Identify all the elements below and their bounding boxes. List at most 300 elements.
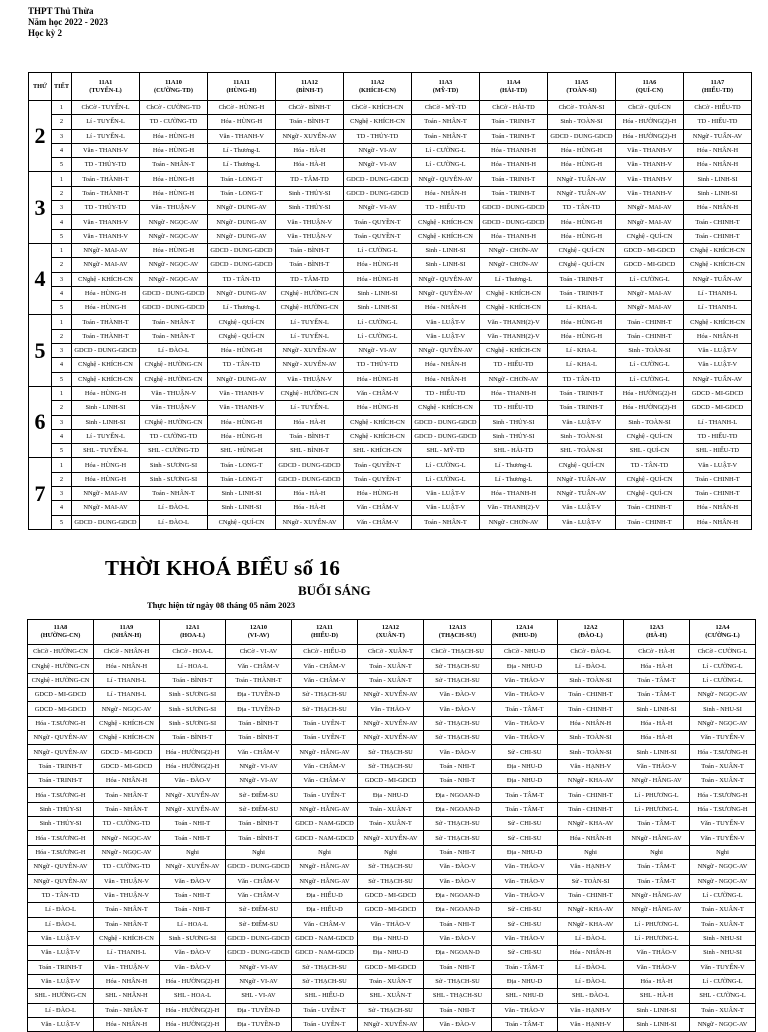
lesson-cell: CNghệ - KHÍCH-CN	[94, 716, 160, 730]
period-cell: 1	[52, 386, 72, 400]
class-name: 12A2	[583, 624, 598, 631]
lesson-cell: Toán - TÂM-T	[624, 860, 690, 874]
lesson-cell: CNghệ - KHÍCH-CN	[480, 344, 548, 358]
class-name: 12A12	[381, 624, 400, 631]
lesson-cell: ChCờ - QUÍ-CN	[616, 101, 684, 115]
lesson-cell: Văn - TUYẾN-V	[690, 960, 756, 974]
lesson-cell: SHL - TUYẾN-L	[72, 444, 140, 458]
lesson-cell: Toán - TÂM-T	[492, 788, 558, 802]
lesson-cell: Văn - THẢO-V	[492, 931, 558, 945]
lesson-cell: ChCờ - HIẾU-TD	[684, 101, 752, 115]
lesson-cell: Văn - CHÂM-V	[344, 386, 412, 400]
lesson-cell: Toán - UYÊN-T	[292, 731, 358, 745]
lesson-cell: Toán - NHI-T	[160, 817, 226, 831]
lesson-cell: GDCD - DUNG-GDCD	[276, 458, 344, 472]
lesson-cell: Lí - THANH-L	[94, 673, 160, 687]
period-cell: 5	[52, 158, 72, 172]
lesson-cell: Lí - CƯỜNG-L	[616, 272, 684, 286]
lesson-cell: Toán - TRINH-T	[28, 960, 94, 974]
lesson-cell: Toán - QUYỀN-T	[344, 458, 412, 472]
lesson-cell: Toán - CHINH-T	[616, 515, 684, 529]
table-row	[29, 415, 752, 429]
lesson-cell: GDCD - DUNG-GDCD	[72, 344, 140, 358]
lesson-cell: Sinh - TOÀN-SI	[558, 731, 624, 745]
lesson-cell: GDCD - DUNG-GDCD	[226, 946, 292, 960]
lesson-cell: NNgữ - MAI-AV	[616, 301, 684, 315]
lesson-cell: SHL - MỸ-TD	[412, 444, 480, 458]
period-cell: 1	[52, 243, 72, 257]
lesson-cell: Hóa - HƯỜNG(2)-H	[616, 115, 684, 129]
lesson-cell: Văn - LUẬT-V	[28, 946, 94, 960]
homeroom-teacher: (HẢI-TD)	[500, 86, 527, 94]
lesson-cell: NNgữ - XUYẾN-AV	[358, 731, 424, 745]
lesson-cell: Sinh - THỦY-SI	[28, 802, 94, 816]
lesson-cell: NNgữ - MAI-AV	[72, 501, 140, 515]
lesson-cell: TD - THỦY-TD	[72, 201, 140, 215]
lesson-cell: NNgữ - XUYẾN-AV	[160, 860, 226, 874]
lesson-cell: Toán - NHÂN-T	[412, 129, 480, 143]
lesson-cell: NNgữ - XUYẾN-AV	[276, 129, 344, 143]
lesson-cell: Lí - Thương-L	[208, 143, 276, 157]
lesson-cell: Sinh - NHU-SI	[690, 931, 756, 945]
lesson-cell: Toán - TRINH-T	[28, 774, 94, 788]
lesson-cell: Toán - TÂM-T	[492, 702, 558, 716]
lesson-cell: GDCD - DUNG-GDCD	[480, 215, 548, 229]
lesson-cell: NNgữ - QUYÊN-AV	[412, 286, 480, 300]
lesson-cell: Toán - CHINH-T	[684, 487, 752, 501]
lesson-cell: NNgữ - TUẤN-AV	[684, 372, 752, 386]
lesson-cell: TD - TÂN-TD	[28, 888, 94, 902]
class-header	[616, 73, 684, 101]
lesson-cell: GDCD - DUNG-GDCD	[548, 129, 616, 143]
period-cell: 2	[52, 186, 72, 200]
lesson-cell: TD - CƯỜNG-TD	[140, 429, 208, 443]
lesson-cell: Văn - THANH-V	[72, 215, 140, 229]
lesson-cell: NNgữ - VI-AV	[344, 344, 412, 358]
lesson-cell: NNgữ - HẰNG-AV	[624, 903, 690, 917]
lesson-cell: Lí - Thương-L	[480, 272, 548, 286]
lesson-cell: Hóa - HÙNG-H	[140, 143, 208, 157]
lesson-cell: Hóa - T.SƯƠNG-H	[28, 788, 94, 802]
lesson-cell: ChCờ - THẠCH-SU	[424, 645, 492, 659]
lesson-cell: NNgữ - QUYÊN-AV	[28, 731, 94, 745]
lesson-cell: Lí - TUYẾN-L	[72, 429, 140, 443]
lesson-cell: CNghệ - HƯỜNG-CN	[276, 301, 344, 315]
table-row	[28, 860, 756, 874]
lesson-cell: Lí - ĐÀO-L	[28, 1003, 94, 1017]
lesson-cell: Toán - XUÂN-T	[358, 974, 424, 988]
lesson-cell: NNgữ - NGỌC-AV	[690, 688, 756, 702]
school-name: THPT Thủ Thừa	[28, 6, 94, 16]
class-name: 11A7	[710, 78, 725, 86]
lesson-cell: NNgữ - XUYẾN-AV	[276, 515, 344, 529]
lesson-cell: Toán - TÂM-T	[624, 673, 690, 687]
lesson-cell: Toán - CHINH-T	[558, 788, 624, 802]
lesson-cell: Sinh - LINH-SI	[72, 401, 140, 415]
lesson-cell: Văn - CHÂM-V	[344, 501, 412, 515]
lesson-cell: Văn - LUẬT-V	[684, 358, 752, 372]
lesson-cell: Toán - XUÂN-T	[690, 1003, 756, 1017]
lesson-cell: Văn - THUẬN-V	[276, 215, 344, 229]
lesson-cell: Lí - CƯỜNG-L	[690, 659, 756, 673]
lesson-cell: Văn - THANH(2)-V	[480, 501, 548, 515]
table-row	[28, 702, 756, 716]
lesson-cell: Địa - NHU-D	[358, 946, 424, 960]
homeroom-teacher: (KHÍCH-CN)	[358, 86, 397, 94]
lesson-cell: Lí - THANH-L	[684, 286, 752, 300]
lesson-cell: Lí - THANH-L	[684, 415, 752, 429]
lesson-cell: Sử - CHI-SU	[492, 903, 558, 917]
lesson-cell: NNgữ - DUNG-AV	[208, 201, 276, 215]
lesson-cell: Sinh - LINH-SI	[72, 415, 140, 429]
lesson-cell: Văn - HẠNH-V	[558, 860, 624, 874]
lesson-cell: Văn - CHÂM-V	[226, 874, 292, 888]
day-cell: 7	[29, 458, 52, 529]
lesson-cell: CNghệ - QUÍ-CN	[208, 515, 276, 529]
lesson-cell: CNghệ - KHÍCH-CN	[72, 272, 140, 286]
lesson-cell: Sử - CHI-SU	[492, 831, 558, 845]
lesson-cell: Hóa - NHÂN-H	[412, 186, 480, 200]
lesson-cell: NNgữ - QUYÊN-AV	[28, 745, 94, 759]
lesson-cell: Sử - THẠCH-SU	[358, 860, 424, 874]
lesson-cell: Toán - NHI-T	[424, 960, 492, 974]
lesson-cell: Nghi	[292, 845, 358, 859]
lesson-cell: Lí - PHƯƠNG-L	[624, 931, 690, 945]
class-name: 11A11	[233, 78, 250, 86]
lesson-cell: GDCD - DUNG-GDCD	[276, 472, 344, 486]
period-cell: 1	[52, 101, 72, 115]
lesson-cell: Toán - QUYỀN-T	[344, 472, 412, 486]
lesson-cell: Hóa - HÙNG-H	[140, 172, 208, 186]
lesson-cell: Toán - TÂM-T	[492, 960, 558, 974]
lesson-cell: GDCD - DUNG-GDCD	[140, 286, 208, 300]
lesson-cell: CNghệ - HƯỜNG-CN	[276, 386, 344, 400]
lesson-cell: NNgữ - NGỌC-AV	[140, 215, 208, 229]
lesson-cell: Văn - THẢO-V	[492, 888, 558, 902]
lesson-cell: Văn - THẢO-V	[492, 860, 558, 874]
lesson-cell: CNghệ - QUÍ-CN	[548, 243, 616, 257]
lesson-cell: NNgữ - CHƠN-AV	[480, 515, 548, 529]
lesson-cell: SHL - CƯỜNG-L	[690, 989, 756, 1003]
table-row	[28, 774, 756, 788]
homeroom-teacher: (XUÂN-T)	[376, 632, 405, 639]
table-row	[29, 229, 752, 243]
lesson-cell: Toán - THÀNH-T	[226, 673, 292, 687]
table-row	[29, 143, 752, 157]
class-header	[226, 620, 292, 645]
lesson-cell: CNghệ - QUÍ-CN	[616, 472, 684, 486]
lesson-cell: Hóa - NHÂN-H	[412, 358, 480, 372]
lesson-cell: Văn - CHÂM-V	[226, 659, 292, 673]
lesson-cell: CNghệ - QUÍ-CN	[616, 429, 684, 443]
lesson-cell: Toán - BÌNH-T	[276, 258, 344, 272]
class-header	[140, 73, 208, 101]
lesson-cell: Lí - THANH-L	[94, 688, 160, 702]
lesson-cell: CNghệ - KHÍCH-CN	[412, 229, 480, 243]
lesson-cell: Văn - ĐÀO-V	[160, 946, 226, 960]
period-cell: 4	[52, 429, 72, 443]
lesson-cell: NNgữ - NGỌC-AV	[94, 831, 160, 845]
timetable-afternoon	[28, 72, 752, 530]
lesson-cell: Toán - XUÂN-T	[690, 917, 756, 931]
lesson-cell: Nghi	[558, 845, 624, 859]
lesson-cell: NNgữ - KHA-AV	[558, 903, 624, 917]
lesson-cell: Hóa - HÙNG-H	[72, 301, 140, 315]
lesson-cell: ChCờ - HÙNG-H	[208, 101, 276, 115]
lesson-cell: Hóa - T.SƯƠNG-H	[690, 745, 756, 759]
lesson-cell: Văn - THẢO-V	[492, 1003, 558, 1017]
table-row	[29, 115, 752, 129]
period-cell: 3	[52, 344, 72, 358]
lesson-cell: Hóa - HÙNG-H	[140, 186, 208, 200]
table-row	[29, 458, 752, 472]
lesson-cell: Địa - HIẾU-D	[292, 903, 358, 917]
table-row	[29, 243, 752, 257]
lesson-cell: TD - HIẾU-TD	[412, 201, 480, 215]
lesson-cell: Văn - LUẬT-V	[28, 1017, 94, 1031]
lesson-cell: CNghệ - QUÍ-CN	[548, 458, 616, 472]
lesson-cell: SHL - XUÂN-T	[358, 989, 424, 1003]
lesson-cell: Sinh - TOÀN-SI	[616, 415, 684, 429]
table-row	[29, 487, 752, 501]
lesson-cell: NNgữ - MAI-AV	[72, 487, 140, 501]
lesson-cell: Sử - THẠCH-SU	[292, 702, 358, 716]
lesson-cell: Toán - NHÂN-T	[94, 1003, 160, 1017]
lesson-cell: Hóa - HÙNG-H	[344, 487, 412, 501]
lesson-cell: Văn - THẢO-V	[492, 716, 558, 730]
lesson-cell: NNgữ - HẰNG-AV	[292, 860, 358, 874]
lesson-cell: TD - CƯỜNG-TD	[94, 860, 160, 874]
table-row	[28, 673, 756, 687]
lesson-cell: Văn - HẠNH-V	[558, 759, 624, 773]
lesson-cell: ChCờ - NHU-D	[492, 645, 558, 659]
period-cell: 1	[52, 172, 72, 186]
lesson-cell: Lí - ĐÀO-L	[140, 501, 208, 515]
lesson-cell: NNgữ - QUYÊN-AV	[28, 860, 94, 874]
lesson-cell: Lí - CƯỜNG-L	[690, 974, 756, 988]
lesson-cell: Văn - ĐÀO-V	[424, 745, 492, 759]
day-cell: 4	[29, 243, 52, 314]
lesson-cell: GDCD - NAM-GDCD	[292, 946, 358, 960]
lesson-cell: Văn - THẢO-V	[492, 731, 558, 745]
lesson-cell: Sử - THẠCH-SU	[292, 974, 358, 988]
lesson-cell: Văn - LUẬT-V	[28, 974, 94, 988]
lesson-cell: Sinh - THỦY-SI	[276, 186, 344, 200]
lesson-cell: NNgữ - VI-AV	[226, 974, 292, 988]
lesson-cell: SHL - HOA-L	[160, 989, 226, 1003]
lesson-cell: Hóa - HƯỜNG(2)-H	[616, 401, 684, 415]
table-row	[29, 429, 752, 443]
lesson-cell: NNgữ - QUYÊN-AV	[412, 172, 480, 186]
lesson-cell: Văn - THẢO-V	[492, 673, 558, 687]
lesson-cell: TD - TÂN-TD	[616, 458, 684, 472]
lesson-cell: Văn - THẢO-V	[624, 960, 690, 974]
lesson-cell: TD - THỦY-TD	[344, 358, 412, 372]
lesson-cell: TD - THỦY-TD	[344, 129, 412, 143]
lesson-cell: Toán - CHINH-T	[684, 229, 752, 243]
lesson-cell: Địa - NHU-D	[492, 659, 558, 673]
lesson-cell: ChCờ - BÌNH-T	[276, 101, 344, 115]
lesson-cell: Địa - NHU-D	[358, 788, 424, 802]
period-cell: 4	[52, 215, 72, 229]
lesson-cell: CNghệ - KHÍCH-CN	[684, 243, 752, 257]
lesson-cell: GDCD - NAM-GDCD	[292, 831, 358, 845]
table-row	[28, 645, 756, 659]
table-row	[29, 501, 752, 515]
lesson-cell: Văn - ĐÀO-V	[424, 874, 492, 888]
lesson-cell: Văn - LUẬT-V	[412, 487, 480, 501]
lesson-cell: Toán - TRINH-T	[480, 115, 548, 129]
lesson-cell: Hóa - NHÂN-H	[94, 659, 160, 673]
lesson-cell: Văn - LUẬT-V	[548, 515, 616, 529]
class-name: 11A2	[370, 78, 385, 86]
lesson-cell: Toán - XUÂN-T	[358, 817, 424, 831]
lesson-cell: Sinh - LINH-SI	[344, 286, 412, 300]
lesson-cell: Sử - TOÀN-SI	[558, 874, 624, 888]
period-cell: 4	[52, 143, 72, 157]
lesson-cell: Sinh - TOÀN-SI	[558, 745, 624, 759]
lesson-cell: Sử - THẠCH-SU	[292, 688, 358, 702]
lesson-cell: Sử - THẠCH-SU	[424, 974, 492, 988]
lesson-cell: SHL - HIẾU-D	[292, 989, 358, 1003]
lesson-cell: GDCD - MI-GDCD	[94, 759, 160, 773]
lesson-cell: Sinh - SƯƠNG-SI	[140, 472, 208, 486]
lesson-cell: Văn - ĐÀO-V	[424, 702, 492, 716]
period-cell: 2	[52, 258, 72, 272]
table-row	[28, 817, 756, 831]
table-row	[29, 444, 752, 458]
lesson-cell: Toán - BÌNH-T	[226, 817, 292, 831]
lesson-cell: Toán - LONG-T	[208, 472, 276, 486]
lesson-cell: CNghệ - KHÍCH-CN	[94, 731, 160, 745]
lesson-cell: Sử - ĐIỂM-SU	[226, 788, 292, 802]
table-row	[28, 874, 756, 888]
lesson-cell: Hóa - NHÂN-H	[558, 831, 624, 845]
lesson-cell: TD - HIẾU-TD	[684, 115, 752, 129]
table-row	[29, 101, 752, 115]
lesson-cell: GDCD - MI-GDCD	[28, 688, 94, 702]
lesson-cell: Văn - CHÂM-V	[226, 888, 292, 902]
lesson-cell: ChCờ - HÀ-H	[624, 645, 690, 659]
lesson-cell: Hóa - THANH-H	[480, 143, 548, 157]
lesson-cell: Địa - TUYỀN-D	[226, 1017, 292, 1031]
lesson-cell: Văn - CHÂM-V	[292, 917, 358, 931]
lesson-cell: Hóa - NHÂN-H	[684, 329, 752, 343]
lesson-cell: Địa - NHU-D	[492, 759, 558, 773]
lesson-cell: Toán - TRINH-T	[548, 401, 616, 415]
lesson-cell: Địa - NHU-D	[492, 845, 558, 859]
lesson-cell: NNgữ - TUẤN-AV	[684, 272, 752, 286]
lesson-cell: Văn - THANH(2)-V	[480, 329, 548, 343]
lesson-cell: Hóa - HƯỜNG(2)-H	[160, 1003, 226, 1017]
lesson-cell: Văn - THANH-V	[616, 158, 684, 172]
lesson-cell: TD - TÂN-TD	[548, 372, 616, 386]
class-name: 11A6	[642, 78, 657, 86]
lesson-cell: GDCD - DUNG-GDCD	[344, 172, 412, 186]
lesson-cell: Sinh - TOÀN-SI	[616, 344, 684, 358]
lesson-cell: Toán - CHINH-T	[558, 702, 624, 716]
lesson-cell: Lí - CƯỜNG-L	[344, 329, 412, 343]
lesson-cell: Văn - THANH-V	[616, 186, 684, 200]
lesson-cell: SHL - CƯỜNG-TD	[140, 444, 208, 458]
lesson-cell: Hóa - HƯỜNG(2)-H	[160, 974, 226, 988]
table-row	[29, 472, 752, 486]
lesson-cell: NNgữ - XUYẾN-AV	[358, 716, 424, 730]
period-cell: 4	[52, 286, 72, 300]
lesson-cell: Toán - NHI-T	[424, 845, 492, 859]
lesson-cell: ChCờ - MỸ-TD	[412, 101, 480, 115]
document-header	[28, 6, 108, 39]
lesson-cell: Sinh - SƯƠNG-SI	[160, 688, 226, 702]
class-header	[276, 73, 344, 101]
lesson-cell: Địa - NGOAN-D	[424, 802, 492, 816]
table-row	[29, 344, 752, 358]
lesson-cell: ChCờ - CƯỜNG-L	[690, 645, 756, 659]
lesson-cell: Sử - THẠCH-SU	[424, 673, 492, 687]
lesson-cell: NNgữ - HẰNG-AV	[292, 745, 358, 759]
period-cell: 5	[52, 301, 72, 315]
lesson-cell: Lí - TUYẾN-L	[72, 129, 140, 143]
lesson-cell: Địa - NHU-D	[492, 774, 558, 788]
lesson-cell: Lí - TUYẾN-L	[276, 401, 344, 415]
lesson-cell: NNgữ - NGỌC-AV	[140, 258, 208, 272]
lesson-cell: Hóa - NHÂN-H	[412, 301, 480, 315]
lesson-cell: Lí - CƯỜNG-L	[616, 358, 684, 372]
lesson-cell: GDCD - NAM-GDCD	[292, 931, 358, 945]
lesson-cell: Văn - THANH(2)-V	[480, 315, 548, 329]
lesson-cell: Sinh - THỦY-SI	[480, 415, 548, 429]
lesson-cell: Hóa - HÙNG-H	[344, 272, 412, 286]
lesson-cell: Sinh - SƯƠNG-SI	[160, 931, 226, 945]
lesson-cell: ChCờ - KHÍCH-CN	[344, 101, 412, 115]
period-cell: 2	[52, 401, 72, 415]
lesson-cell: Lí - PHƯƠNG-L	[624, 917, 690, 931]
lesson-cell: Toán - UYÊN-T	[292, 1003, 358, 1017]
class-name: 12A11	[316, 624, 333, 631]
lesson-cell: Sinh - LINH-SI	[624, 702, 690, 716]
lesson-cell: CNghệ - QUÍ-CN	[548, 258, 616, 272]
lesson-cell: Lí - TUYẾN-L	[276, 315, 344, 329]
lesson-cell: Toán - TRINH-T	[480, 172, 548, 186]
lesson-cell: TD - TÂN-TD	[208, 358, 276, 372]
lesson-cell: GDCD - MI-GDCD	[94, 745, 160, 759]
lesson-cell: Sử - THẠCH-SU	[358, 1003, 424, 1017]
lesson-cell: Hóa - HÙNG-H	[344, 372, 412, 386]
table-row	[29, 172, 752, 186]
homeroom-teacher: (BÌNH-T)	[296, 86, 323, 94]
period-cell: 2	[52, 329, 72, 343]
lesson-cell: Hóa - NHÂN-H	[558, 716, 624, 730]
lesson-cell: Toán - BÌNH-T	[276, 243, 344, 257]
lesson-cell: GDCD - MI-GDCD	[358, 888, 424, 902]
class-header	[412, 73, 480, 101]
lesson-cell: Toán - CHINH-T	[684, 215, 752, 229]
lesson-cell: GDCD - MI-GDCD	[684, 386, 752, 400]
lesson-cell: Hóa - HƯỜNG(2)-H	[616, 386, 684, 400]
lesson-cell: Lí - CƯỜNG-L	[344, 315, 412, 329]
lesson-cell: NNgữ - VI-AV	[344, 158, 412, 172]
lesson-cell: Văn - LUẬT-V	[684, 344, 752, 358]
lesson-cell: SHL - HÙNG-H	[208, 444, 276, 458]
lesson-cell: Sinh - SƯƠNG-SI	[140, 458, 208, 472]
lesson-cell: Sinh - LINH-SI	[624, 1017, 690, 1031]
lesson-cell: Lí - CƯỜNG-L	[344, 243, 412, 257]
period-cell: 5	[52, 229, 72, 243]
lesson-cell: Toán - BÌNH-T	[276, 429, 344, 443]
lesson-cell: Lí - ĐÀO-L	[558, 659, 624, 673]
lesson-cell: Văn - THUẬN-V	[94, 888, 160, 902]
lesson-cell: GDCD - DUNG-GDCD	[208, 258, 276, 272]
